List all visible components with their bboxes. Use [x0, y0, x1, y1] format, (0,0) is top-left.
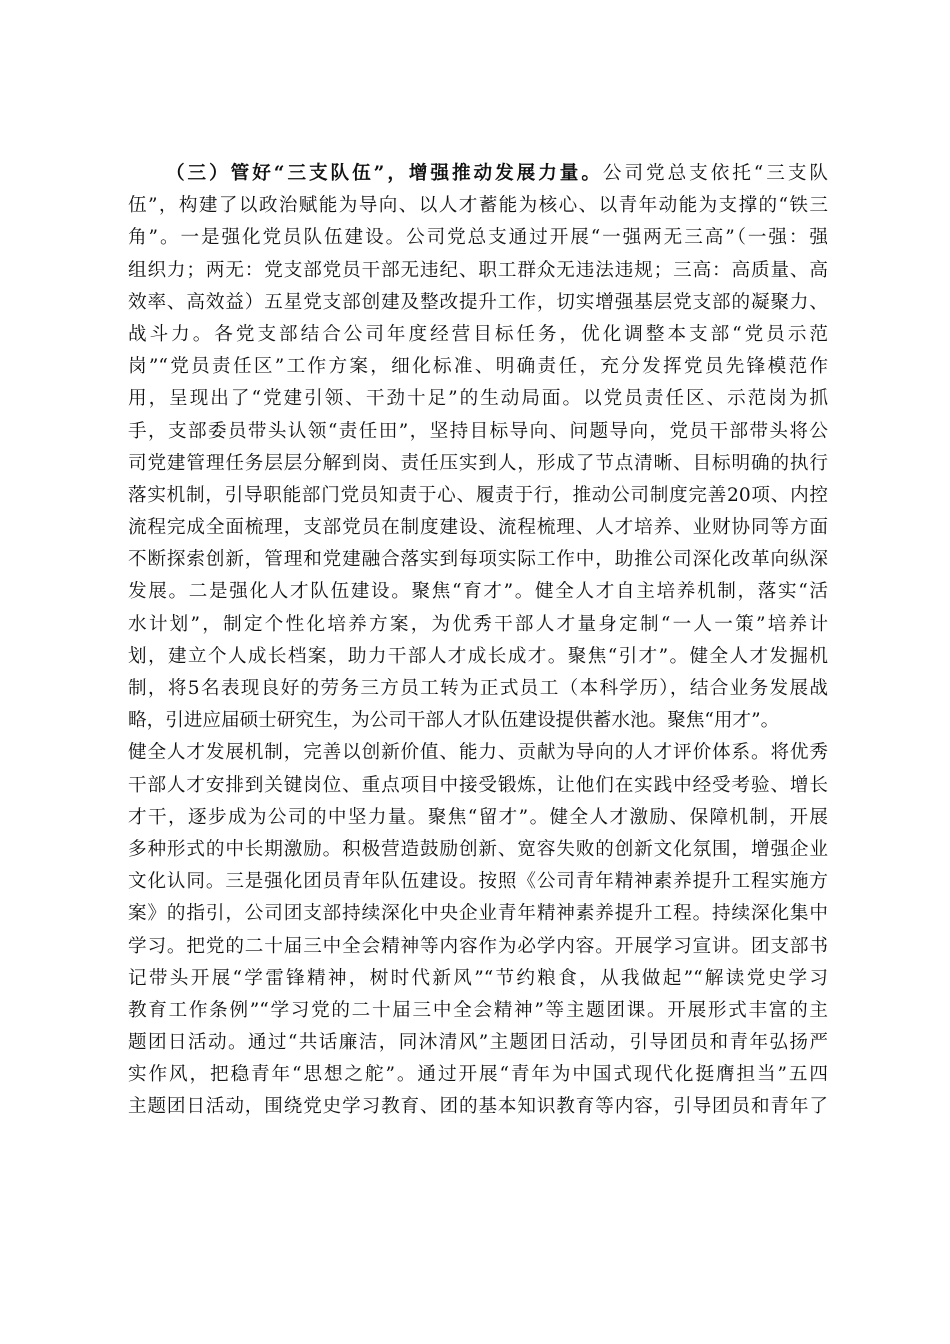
text-line: 略，引进应届硕士研究生，为公司干部人才队伍建设提供蓄水池。聚焦“用才”。 — [128, 710, 780, 732]
text-line: 角”。一是强化党员队伍建设。公司党总支通过开展“一强两无三高”（一强：强 — [128, 227, 828, 249]
text-line: 实作风，把稳青年“思想之舵”。通过开展“青年为中国式现代化挺膺担当”五四 — [128, 1064, 828, 1086]
text-line: 学习。把党的二十届三中全会精神等内容作为必学内容。开展学习宣讲。团支部书 — [128, 935, 828, 957]
text-line: 案》的指引，公司团支部持续深化中央企业青年精神素养提升工程。持续深化集中 — [128, 903, 828, 925]
text-line: 落实机制，引导职能部门党员知责于心、履责于行，推动公司制度完善20项、内控 — [128, 484, 828, 506]
text-line: 组织力；两无：党支部党员干部无违纪、职工群众无违法违规；三高：高质量、高 — [128, 259, 828, 281]
text-line: 流程完成全面梳理，支部党员在制度建设、流程梳理、人才培养、业财协同等方面 — [128, 517, 828, 539]
text-line: 干部人才安排到关键岗位、重点项目中接受锻炼，让他们在实践中经受考验、增长 — [128, 774, 828, 796]
text-line: 教育工作条例”“学习党的二十届三中全会精神”等主题团课。开展形式丰富的主 — [128, 999, 828, 1021]
text-line: 用，呈现出了“党建引领、干劲十足”的生动局面。以党员责任区、示范岗为抓 — [128, 388, 828, 410]
text-line: 划，建立个人成长档案，助力干部人才成长成才。聚焦“引才”。健全人才发掘机 — [128, 645, 828, 667]
text-line: 效率、高效益）五星党支部创建及整改提升工作，切实增强基层党支部的凝聚力、 — [128, 291, 828, 313]
text-line: 题团日活动。通过“共话廉洁，同沐清风”主题团日活动，引导团员和青年弘扬严 — [128, 1032, 828, 1054]
text-line: 水计划”，制定个性化培养方案，为优秀干部人才量身定制“一人一策”培养计 — [128, 613, 828, 635]
text-line: 发展。二是强化人才队伍建设。聚焦“育才”。健全人才自主培养机制，落实“活 — [128, 581, 828, 603]
text-line: 健全人才发展机制，完善以创新价值、能力、贡献为导向的人才评价体系。将优秀 — [128, 742, 828, 764]
text-line: 主题团日活动，围绕党史学习教育、团的基本知识教育等内容，引导团员和青年了 — [128, 1096, 828, 1118]
text-line: 文化认同。三是强化团员青年队伍建设。按照《公司青年精神素养提升工程实施方 — [128, 871, 828, 893]
section-heading: （三）管好“三支队伍”，增强推动发展力量。 — [166, 163, 603, 184]
text-line: 公司党总支依托“三支队 — [602, 163, 828, 184]
text-line: 才干，逐步成为公司的中坚力量。聚焦“留才”。健全人才激励、保障机制，开展 — [128, 806, 828, 828]
text-line: 记带头开展“学雷锋精神，树时代新风”“节约粮食，从我做起”“解读党史学习 — [128, 967, 828, 989]
text-line: 伍”，构建了以政治赋能为导向、以人才蓄能为核心、以青年动能为支撑的“铁三 — [128, 195, 828, 217]
text-line: 制，将5名表现良好的劳务三方员工转为正式员工（本科学历），结合业务发展战 — [128, 678, 828, 699]
paragraph-first-line — [128, 158, 828, 190]
text-line: 手，支部委员带头认领“责任田”，坚持目标导向、问题导向，党员干部带头将公 — [128, 420, 828, 442]
text-line: 不断探索创新，管理和党建融合落实到每项实际工作中，助推公司深化改革向纵深 — [128, 549, 828, 571]
text-line: 多种形式的中长期激励。积极营造鼓励创新、宽容失败的创新文化氛围，增强企业 — [128, 838, 828, 860]
text-line: 岗”“党员责任区”工作方案，细化标准、明确责任，充分发挥党员先锋模范作 — [128, 356, 828, 378]
text-line: 战斗力。各党支部结合公司年度经营目标任务，优化调整本支部“党员示范 — [128, 323, 828, 345]
text-line: 司党建管理任务层层分解到岗、责任压实到人，形成了节点清晰、目标明确的执行 — [128, 452, 828, 474]
body-paragraph — [128, 158, 828, 1124]
